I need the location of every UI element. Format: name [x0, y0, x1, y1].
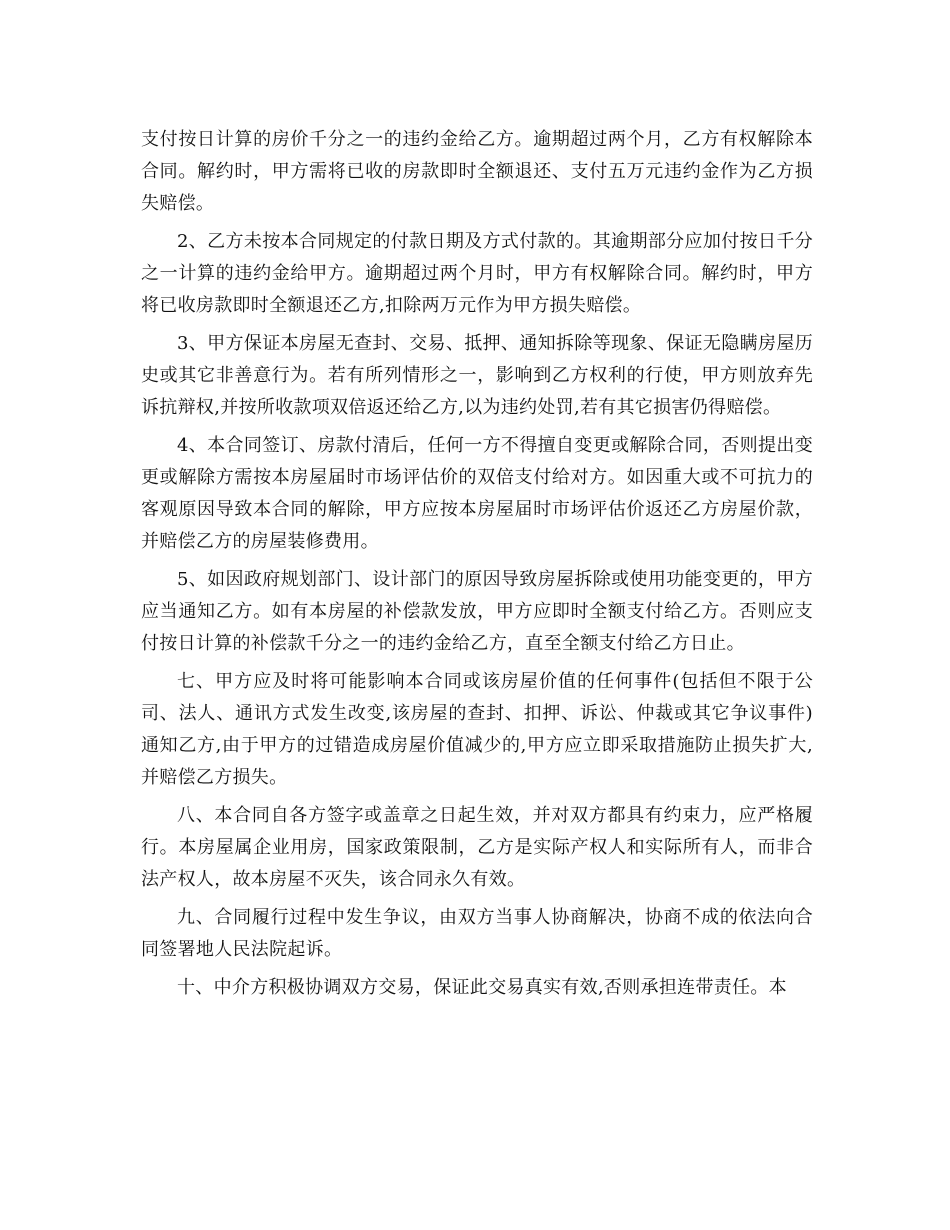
paragraph-article-8: 八、本合同自各方签字或盖章之日起生效，并对双方都具有约束力，应严格履行。本房屋属企业用房，国家政策限制，乙方是实际产权人和实际所有人，而非合法产权人，故本房屋不灭失，该合同永久有效。 — [141, 805, 813, 890]
paragraph-clause-4: 4、本合同签订、房款付清后，任何一方不得擅自变更或解除合同，否则提出变更或解除方需按本房屋届时市场评估价的双倍支付给对方。如因重大或不可抗力的客观原因导致本合同的解除，甲方应按本房屋届时市场评估价返还乙方房屋价款，并赔偿乙方的房屋装修费用。 — [141, 435, 813, 552]
contract-body-text — [141, 124, 813, 1010]
paragraph-clause-3: 3、甲方保证本房屋无查封、交易、抵押、通知拆除等现象、保证无隐瞒房屋历史或其它非善意行为。若有所列情形之一，影响到乙方权利的行使，甲方则放弃先诉抗辩权,并按所收款项双倍返还给乙方,以为违约处罚,若有其它损害仍得赔偿。 — [141, 333, 813, 418]
paragraph-clause-2: 2、乙方未按本合同规定的付款日期及方式付款的。其逾期部分应加付按日千分之一计算的违约金给甲方。逾期超过两个月时，甲方有权解除合同。解约时，甲方将已收房款即时全额退还乙方,扣除两万元作为甲方损失赔偿。 — [141, 231, 813, 316]
paragraph-clause-5: 5、如因政府规划部门、设计部门的原因导致房屋拆除或使用功能变更的，甲方应当通知乙方。如有本房屋的补偿款发放，甲方应即时全额支付给乙方。否则应支付按日计算的补偿款千分之一的违约金给乙方，直至全额支付给乙方日止。 — [141, 569, 813, 654]
paragraph-article-10: 十、中介方积极协调双方交易，保证此交易真实有效,否则承担连带责任。本 — [177, 977, 787, 998]
paragraph-article-9: 九、合同履行过程中发生争议，由双方当事人协商解决，协商不成的依法向合同签署地人民法院起诉。 — [141, 907, 813, 960]
paragraph-penalty-continuation: 支付按日计算的房价千分之一的违约金给乙方。逾期超过两个月，乙方有权解除本合同。解约时，甲方需将已收的房款即时全额退还、支付五万元违约金作为乙方损失赔偿。 — [141, 129, 813, 214]
paragraph-article-7: 七、甲方应及时将可能影响本合同或该房屋价值的任何事件(包括但不限于公司、法人、通讯方式发生改变,该房屋的查封、扣押、诉讼、仲裁或其它争议事件)通知乙方,由于甲方的过错造成房屋价值减少的,甲方应立即采取措施防止损失扩大,并赔偿乙方损失。 — [141, 671, 813, 788]
